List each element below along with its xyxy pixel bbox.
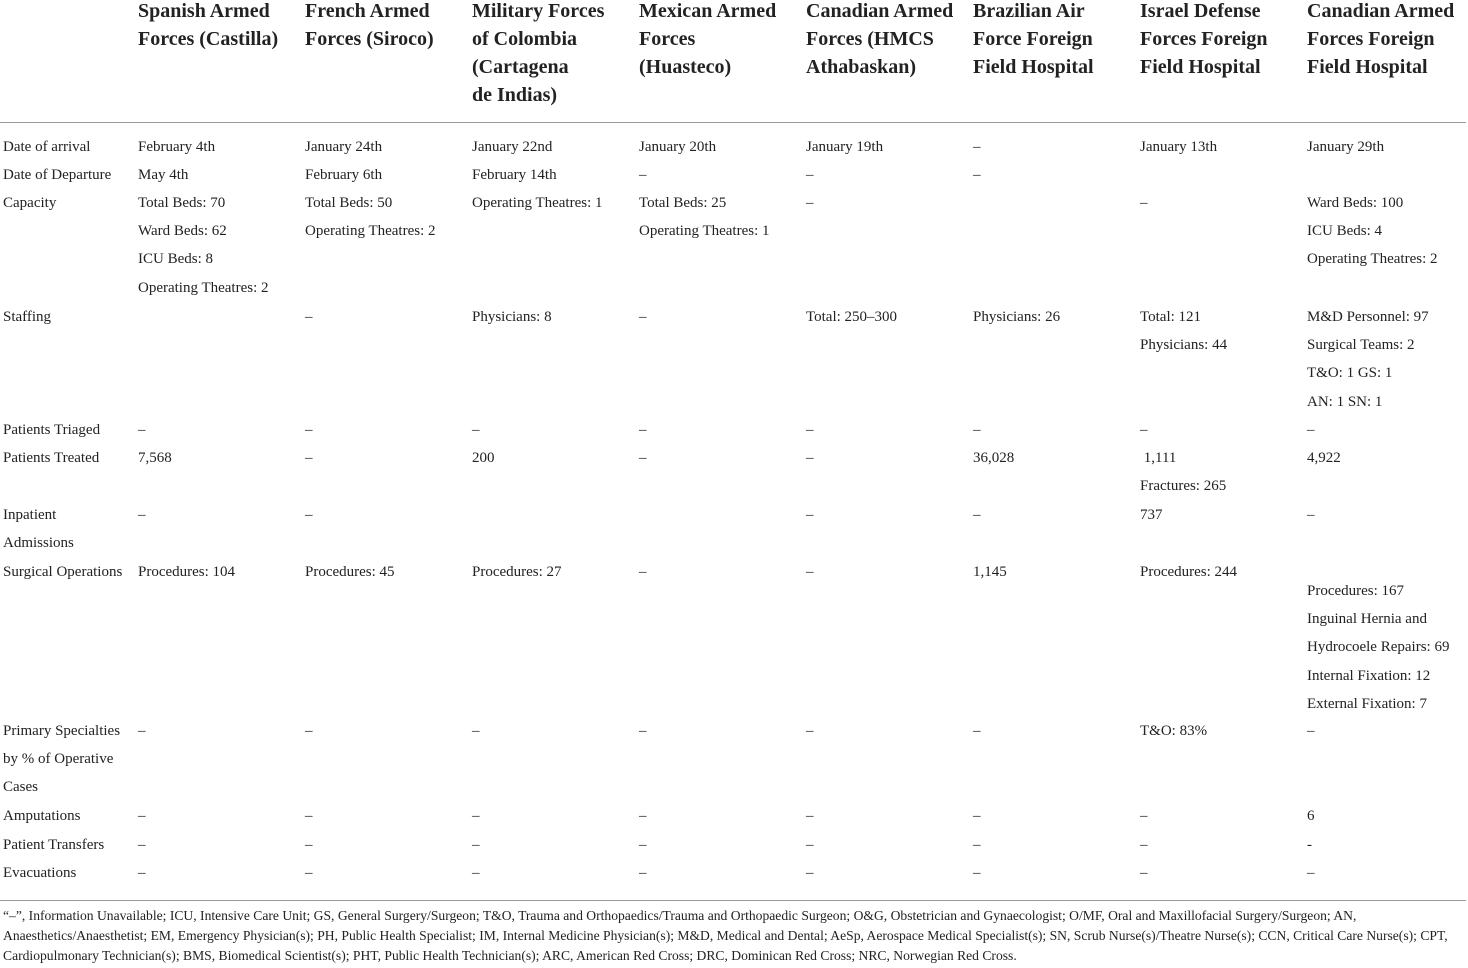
- table-cell: [1307, 444, 1341, 472]
- column-header-line: Forces Foreign: [1140, 28, 1268, 50]
- cell-line: –: [1307, 723, 1315, 739]
- cell-line: –: [806, 167, 814, 183]
- cell-line: Procedures: 27: [472, 564, 562, 580]
- table-cell: [1140, 558, 1237, 586]
- cell-line: –: [305, 723, 313, 739]
- cell-line: Total: 250–300: [806, 309, 898, 325]
- table-cell: [806, 416, 814, 444]
- cell-line: Operating Theatres: 2: [1307, 251, 1438, 268]
- table-cell: [305, 444, 313, 472]
- cell-line: –: [472, 808, 480, 824]
- column-header: [305, 0, 434, 53]
- table-cell: [305, 161, 382, 189]
- cell-line: –: [1307, 507, 1315, 523]
- cell-line: January 13th: [1140, 139, 1218, 155]
- row-label-line: by % of Operative: [3, 751, 114, 768]
- cell-line: –: [973, 139, 981, 155]
- table-cell: [138, 859, 146, 887]
- column-header-line: Forces (Siroco): [305, 28, 434, 50]
- table-cell: [472, 189, 603, 217]
- table-cell: [138, 831, 146, 859]
- cell-line: Operating Theatres: 2: [138, 279, 269, 296]
- table-cell: [639, 802, 647, 830]
- cell-line: –: [305, 309, 313, 325]
- table-cell: [472, 558, 562, 586]
- cell-line: –: [639, 808, 647, 824]
- table-cell: [305, 133, 382, 161]
- column-header-line: Field Hospital: [1140, 56, 1261, 78]
- cell-line: –: [138, 723, 146, 739]
- cell-line: –: [1307, 422, 1315, 438]
- table-cell: [1307, 133, 1384, 161]
- column-header-line: Forces: [639, 28, 696, 50]
- table-cell: [639, 831, 647, 859]
- table-cell: [305, 717, 313, 745]
- row-label-line: Patients Treated: [3, 450, 100, 466]
- row-label: [3, 831, 128, 859]
- column-header: [138, 0, 278, 53]
- cell-line: -: [1307, 837, 1312, 853]
- cell-line: Operating Theatres: 1: [472, 195, 603, 211]
- row-label: [3, 416, 128, 444]
- row-label-line: Patients Triaged: [3, 422, 101, 438]
- table-cell: [806, 558, 814, 586]
- cell-line: Physicians: 44: [1140, 337, 1228, 354]
- table-cell: [1140, 444, 1226, 500]
- row-label: [3, 444, 128, 472]
- table-cell: [973, 859, 981, 887]
- table-cell: [1307, 802, 1315, 830]
- cell-line: Hydrocoele Repairs: 69: [1307, 639, 1450, 656]
- cell-line: –: [1140, 837, 1148, 853]
- column-header-line: Brazilian Air: [973, 0, 1085, 22]
- header-divider: [0, 122, 1466, 123]
- cell-line: ICU Beds: 4: [1307, 223, 1382, 240]
- table-cell: [1140, 189, 1148, 217]
- cell-line: –: [305, 865, 313, 881]
- table-cell: [1307, 501, 1315, 529]
- cell-line: –: [973, 507, 981, 523]
- row-label: [3, 558, 128, 586]
- table-cell: [973, 303, 1060, 331]
- table-cell: [639, 558, 647, 586]
- column-header: [806, 0, 953, 81]
- cell-line: –: [639, 450, 647, 466]
- table-cell: [806, 444, 814, 472]
- table-cell: [138, 802, 146, 830]
- table-footnote: “–”, Information Unavailable; ICU, Intensive Care Unit; GS, General Surgery/Surgeon; T&O, Trauma and Orthopaedics/Trauma and Orthopaedic Surgeon; O&G, Obstetrician and Gynaecologist; O/MF, Oral and Maxillofacial Surgery/Surgeon; AN, Anaesthetics/Anaesthetist; EM, Emergency Physician(s); PH, Public Health Specialist; IM, Internal Medicine Physician(s); M&D, Medical and Dental; AeSp, Aerospace Medical Specialist(s); SN, Scrub Nurse(s)/Theatre Nurse(s); CCN, Critical Care Nurse(s); CPT, Cardiopulmonary Technician(s); BMS, Biomedical Scientist(s); PHT, Public Health Technician(s); ARC, American Red Cross; DRC, Dominican Red Cross; NRC, Norwegian Red Cross.: [3, 908, 1448, 963]
- table-cell: [472, 831, 480, 859]
- row-label-line: Inpatient: [3, 507, 57, 523]
- cell-line: –: [138, 865, 146, 881]
- cell-line: –: [806, 195, 814, 211]
- cell-line: –: [639, 723, 647, 739]
- cell-line: 1,145: [973, 564, 1007, 580]
- cell-line: 36,028: [973, 450, 1015, 466]
- row-label-line: Admissions: [3, 535, 74, 552]
- table-cell: [1140, 831, 1148, 859]
- cell-line: February 4th: [138, 139, 216, 155]
- row-label-line: Patient Transfers: [3, 837, 105, 853]
- cell-line: –: [973, 808, 981, 824]
- column-header-line: Spanish Armed: [138, 0, 270, 22]
- cell-line: –: [138, 422, 146, 438]
- cell-line: –: [806, 723, 814, 739]
- cell-line: 1,111: [1140, 450, 1177, 466]
- table-cell: [973, 558, 1007, 586]
- table-cell: [138, 161, 188, 189]
- table-cell: [639, 133, 716, 161]
- cell-line: External Fixation: 7: [1307, 695, 1427, 712]
- cell-line: AN: 1 SN: 1: [1307, 393, 1383, 410]
- cell-line: –: [973, 723, 981, 739]
- cell-line: –: [305, 450, 313, 466]
- table-cell: [1140, 416, 1148, 444]
- cell-line: –: [305, 422, 313, 438]
- table-cell: [639, 444, 647, 472]
- cell-line: 7,568: [138, 450, 172, 466]
- table-cell: [472, 802, 480, 830]
- cell-line: Procedures: 45: [305, 564, 395, 580]
- cell-line: M&D Personnel: 97: [1307, 309, 1429, 325]
- table-cell: [472, 161, 557, 189]
- table-cell: [305, 501, 313, 529]
- cell-line: 4,922: [1307, 450, 1341, 466]
- column-header-line: Canadian Armed: [1307, 0, 1455, 22]
- row-label-line: Surgical Operations: [3, 564, 123, 580]
- table-cell: [305, 189, 436, 245]
- table-cell: [138, 189, 269, 302]
- table-cell: [806, 802, 814, 830]
- cell-line: Ward Beds: 62: [138, 223, 227, 240]
- row-label: [3, 161, 128, 189]
- cell-line: February 14th: [472, 167, 557, 183]
- table-cell: [973, 133, 981, 161]
- column-header-line: Athabaskan): [806, 56, 917, 78]
- cell-line: –: [305, 808, 313, 824]
- table-cell: [1140, 501, 1163, 529]
- table-cell: [1140, 717, 1207, 745]
- cell-line: –: [1140, 195, 1148, 211]
- cell-line: –: [1140, 865, 1148, 881]
- table-cell: [305, 416, 313, 444]
- table-cell: [973, 161, 981, 189]
- row-label: [3, 189, 128, 217]
- table-cell: [639, 189, 770, 245]
- cell-line: –: [1140, 808, 1148, 824]
- table-cell: [639, 416, 647, 444]
- table-cell: [305, 802, 313, 830]
- column-header: [472, 0, 604, 109]
- cell-line: –: [806, 808, 814, 824]
- cell-line: Fractures: 265: [1140, 478, 1227, 495]
- cell-line: January 29th: [1307, 139, 1385, 155]
- cell-line: Physicians: 8: [472, 309, 552, 325]
- cell-line: Total: 121: [1140, 309, 1202, 325]
- row-label-line: Capacity: [3, 195, 57, 211]
- table-cell: [806, 717, 814, 745]
- table-cell: [472, 416, 480, 444]
- surgical-operations-detail: [1307, 577, 1449, 718]
- cell-line: T&O: 1 GS: 1: [1307, 365, 1393, 382]
- cell-line: February 6th: [305, 167, 383, 183]
- column-header: [1140, 0, 1268, 81]
- cell-line: –: [806, 837, 814, 853]
- cell-line: –: [305, 507, 313, 523]
- table-cell: [1140, 303, 1227, 359]
- cell-line: –: [973, 837, 981, 853]
- cell-line: Operating Theatres: 2: [305, 223, 436, 240]
- table-cell: [138, 558, 235, 586]
- table-cell: [639, 859, 647, 887]
- cell-line: January 24th: [305, 139, 383, 155]
- table-cell: [138, 444, 172, 472]
- cell-line: –: [806, 450, 814, 466]
- cell-line: –: [138, 837, 146, 853]
- table-cell: [1307, 859, 1315, 887]
- table-cell: [973, 802, 981, 830]
- column-header-line: Canadian Armed: [806, 0, 954, 22]
- cell-line: –: [472, 723, 480, 739]
- cell-line: Total Beds: 25: [639, 195, 727, 211]
- table-cell: [973, 501, 981, 529]
- cell-line: T&O: 83%: [1140, 723, 1208, 739]
- column-header: [973, 0, 1094, 81]
- row-label-line: Date of Departure: [3, 167, 112, 183]
- row-label-line: Date of arrival: [3, 139, 91, 155]
- cell-line: –: [806, 865, 814, 881]
- table-cell: [472, 859, 480, 887]
- table-cell: [806, 831, 814, 859]
- cell-line: Total Beds: 70: [138, 195, 226, 211]
- row-label: [3, 859, 128, 887]
- table-cell: [305, 303, 313, 331]
- cell-line: Procedures: 167: [1307, 583, 1405, 599]
- cell-line: ICU Beds: 8: [138, 251, 213, 268]
- column-header-line: Israel Defense: [1140, 0, 1261, 22]
- cell-line: Procedures: 244: [1140, 564, 1238, 580]
- table-cell: [472, 303, 552, 331]
- cell-line: –: [639, 564, 647, 580]
- cell-line: Ward Beds: 100: [1307, 195, 1404, 211]
- cell-line: –: [806, 422, 814, 438]
- table-cell: [973, 416, 981, 444]
- table-cell: [806, 189, 814, 217]
- cell-line: Operating Theatres: 1: [639, 223, 770, 240]
- row-label-line: Cases: [3, 779, 38, 796]
- table-cell: [806, 501, 814, 529]
- cell-line: –: [806, 564, 814, 580]
- cell-line: 200: [472, 450, 495, 466]
- column-header-line: Military Forces: [472, 0, 605, 22]
- column-header-line: Force Foreign: [973, 28, 1093, 50]
- table-cell: [639, 717, 647, 745]
- table-cell: [138, 416, 146, 444]
- cell-line: –: [973, 167, 981, 183]
- cell-line: –: [472, 422, 480, 438]
- row-label-line: Amputations: [3, 808, 81, 824]
- cell-line: –: [639, 865, 647, 881]
- row-label: [3, 802, 128, 830]
- footer-divider: [0, 900, 1466, 901]
- cell-line: January 19th: [806, 139, 884, 155]
- cell-line: –: [305, 837, 313, 853]
- column-header-line: (Cartagena: [472, 56, 569, 78]
- row-label-line: Primary Specialties: [3, 723, 121, 739]
- table-cell: [1307, 831, 1312, 859]
- cell-line: –: [639, 837, 647, 853]
- table-cell: [138, 717, 146, 745]
- cell-line: –: [639, 167, 647, 183]
- column-header-line: Mexican Armed: [639, 0, 777, 22]
- column-header-line: Forces Foreign: [1307, 28, 1435, 50]
- table-cell: [305, 831, 313, 859]
- cell-line: Inguinal Hernia and: [1307, 611, 1427, 628]
- table-cell: [806, 303, 897, 331]
- cell-line: –: [973, 865, 981, 881]
- table-cell: [1307, 303, 1429, 416]
- cell-line: 6: [1307, 808, 1315, 824]
- table-header: [0, 0, 1468, 122]
- table-cell: [1140, 802, 1148, 830]
- column-header-line: of Colombia: [472, 28, 577, 50]
- table-cell: [472, 133, 552, 161]
- cell-line: –: [138, 507, 146, 523]
- table-cell: [472, 717, 480, 745]
- table-cell: [1307, 189, 1438, 274]
- table-cell: [639, 161, 647, 189]
- cell-line: Internal Fixation: 12: [1307, 667, 1431, 684]
- column-header-line: Forces (Castilla): [138, 28, 279, 50]
- column-header-line: (Huasteco): [639, 56, 732, 78]
- cell-line: May 4th: [138, 167, 189, 183]
- table-cell: [973, 831, 981, 859]
- cell-line: –: [973, 422, 981, 438]
- row-label: [3, 501, 128, 557]
- cell-line: Physicians: 26: [973, 309, 1061, 325]
- column-header: [1307, 0, 1454, 81]
- column-header-line: de Indias): [472, 84, 558, 106]
- cell-line: Procedures: 104: [138, 564, 236, 580]
- table-cell: [305, 558, 395, 586]
- table-cell: [1140, 133, 1217, 161]
- table-cell: [973, 444, 1014, 472]
- cell-line: Surgical Teams: 2: [1307, 337, 1415, 354]
- table-cell: [472, 444, 495, 472]
- table-cell: [1307, 717, 1315, 745]
- row-label-line: Evacuations: [3, 865, 77, 881]
- column-header-line: Field Hospital: [1307, 56, 1428, 78]
- table-cell: [639, 303, 647, 331]
- cell-line: January 20th: [639, 139, 717, 155]
- table-cell: [973, 717, 981, 745]
- cell-line: –: [639, 309, 647, 325]
- table-cell: [138, 501, 146, 529]
- cell-line: –: [1307, 865, 1315, 881]
- column-header: [639, 0, 776, 81]
- table-cell: [1140, 859, 1148, 887]
- row-label-line: Staffing: [3, 309, 52, 325]
- row-label: [3, 133, 128, 161]
- column-header-line: Field Hospital: [973, 56, 1094, 78]
- table-cell: [305, 859, 313, 887]
- table-cell: [806, 859, 814, 887]
- cell-line: –: [639, 422, 647, 438]
- cell-line: –: [472, 865, 480, 881]
- cell-line: 737: [1140, 507, 1163, 523]
- table-cell: [138, 133, 215, 161]
- row-label: [3, 303, 128, 331]
- cell-line: –: [138, 808, 146, 824]
- cell-line: –: [1140, 422, 1148, 438]
- cell-line: January 22nd: [472, 139, 553, 155]
- cell-line: –: [472, 837, 480, 853]
- column-header-line: Forces (HMCS: [806, 28, 934, 50]
- table-cell: [1307, 416, 1315, 444]
- table-cell: [806, 133, 883, 161]
- table-cell: [806, 161, 814, 189]
- cell-line: Total Beds: 50: [305, 195, 393, 211]
- row-label: [3, 717, 128, 802]
- cell-line: –: [806, 507, 814, 523]
- column-header-line: French Armed: [305, 0, 430, 22]
